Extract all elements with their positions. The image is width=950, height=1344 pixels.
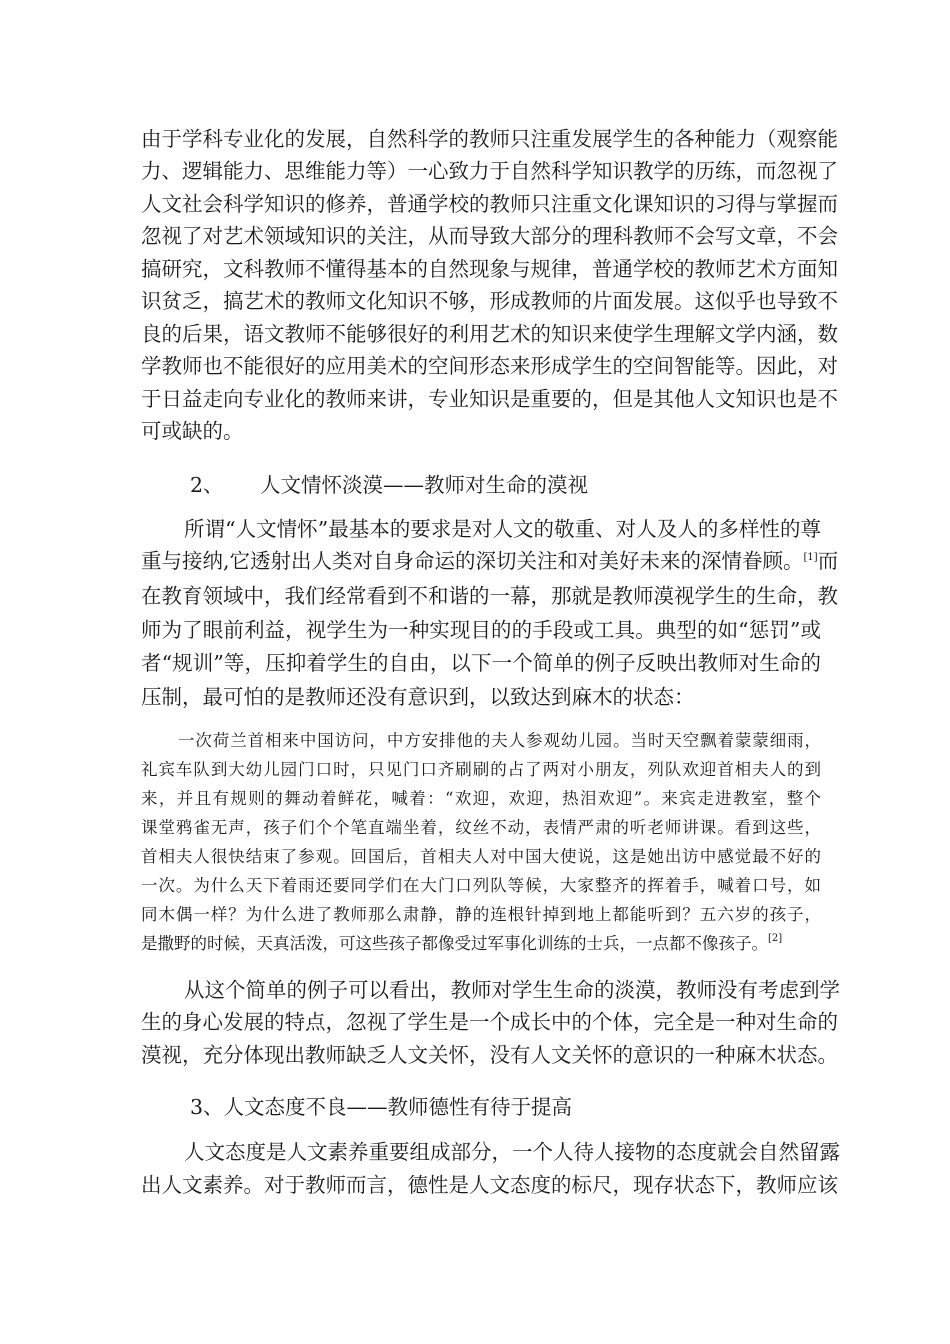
- text-line: 压制，最可怕的是教师还没有意识到，以致达到麻木的状态：: [141, 685, 695, 709]
- text-line: 忽视了对艺术领域知识的关注，从而导致大部分的理科教师不会写文章，不会: [141, 224, 838, 248]
- text-line: 力、逻辑能力、思维能力等）一心致力于自然科学知识教学的历练，而忽视了: [141, 159, 838, 183]
- text-line: 生的身心发展的特点，忽视了学生是一个成长中的个体，完全是一种对生命的: [141, 1010, 838, 1034]
- text-line: 学教师也不能很好的应用美术的空间形态来形成学生的空间智能等。因此，对: [141, 354, 838, 378]
- text-line: 识贫乏，搞艺术的教师文化知识不够，形成教师的片面发展。这似乎也导致不: [141, 289, 838, 313]
- citation-ref: [1]: [803, 552, 818, 563]
- quote-line: 首相夫人很快结束了参观。回国后，首相夫人对中国大使说，这是她出访中感觉最不好的: [141, 847, 821, 866]
- text-line: 者“规训”等，压抑着学生的自由，以下一个简单的例子反映出教师对生命的: [141, 651, 821, 675]
- text-line: [141, 547, 839, 575]
- quote-line: [141, 932, 821, 956]
- text-line: 所谓“人文情怀”最基本的要求是对人文的敬重、对人及人的多样性的尊: [184, 517, 821, 541]
- text-line: 人文态度是人文素养重要组成部分，一个人待人接物的态度就会自然留露: [184, 1140, 840, 1164]
- text-segment: 而: [817, 549, 839, 573]
- quote-line: 一次荷兰首相来中国访问，中方安排他的夫人参观幼儿园。当时天空飘着蒙蒙细雨，: [178, 731, 821, 750]
- quote-line: 一次。为什么天下着雨还要同学们在大门口列队等候，大家整齐的挥着手，喊着口号，如: [141, 876, 821, 895]
- text-line: 在教育领域中，我们经常看到不和谐的一幕，那就是教师漠视学生的生命，教: [141, 584, 838, 608]
- quote-line: 课堂鸦雀无声，孩子们个个笔直端坐着，纹丝不动，表情严肃的听老师讲课。看到这些，: [141, 818, 821, 837]
- text-segment: 重与接纳,它透射出人类对自身命运的深切关注和对美好未来的深情眷顾。: [141, 549, 804, 573]
- text-line: 由于学科专业化的发展，自然科学的教师只注重发展学生的各种能力（观察能: [141, 127, 838, 151]
- text-line: 可或缺的。: [141, 419, 244, 443]
- text-line: 从这个简单的例子可以看出，教师对学生生命的淡漠，教师没有考虑到学: [184, 978, 840, 1002]
- text-line: 良的后果，语文教师不能够很好的利用艺术的知识来使学生理解文学内涵，数: [141, 322, 838, 346]
- heading-title: 人文情怀淡漠——教师对生命的漠视: [260, 473, 588, 497]
- citation-ref: [2]: [768, 933, 783, 944]
- text-line: 漠视，充分体现出教师缺乏人文关怀，没有人文关怀的意识的一种麻木状态。: [141, 1043, 838, 1067]
- quote-line: 来，并且有规则的舞动着鲜花，喊着：“欢迎，欢迎，热泪欢迎”。来宾走进教室，整个: [141, 789, 821, 808]
- section-heading-3: 3、人文态度不良——教师德性有待于提高: [190, 1095, 573, 1119]
- text-line: 出人文素养。对于教师而言，德性是人文态度的标尺，现存状态下，教师应该: [141, 1173, 838, 1197]
- heading-number: 2、: [190, 473, 224, 497]
- quote-line: 礼宾车队到大幼儿园门口时，只见门口齐刷刷的占了两对小朋友，列队欢迎首相夫人的到: [141, 760, 821, 779]
- text-segment: 是撒野的时候，天真活泼，可这些孩子都像受过军事化训练的士兵，一点都不像孩子。: [141, 934, 768, 953]
- text-line: 人文社会科学知识的修养，普通学校的教师只注重文化课知识的习得与掌握而: [141, 192, 838, 216]
- text-line: 搞研究，文科教师不懂得基本的自然现象与规律，普通学校的教师艺术方面知: [141, 257, 838, 281]
- quote-line: 同木偶一样？为什么进了教师那么肃静，静的连根针掉到地上都能听到？五六岁的孩子，: [141, 905, 821, 924]
- text-line: 于日益走向专业化的教师来讲，专业知识是重要的，但是其他人文知识也是不: [141, 387, 838, 411]
- text-line: 师为了眼前利益，视学生为一种实现目的的手段或工具。典型的如“惩罚”或: [141, 618, 821, 642]
